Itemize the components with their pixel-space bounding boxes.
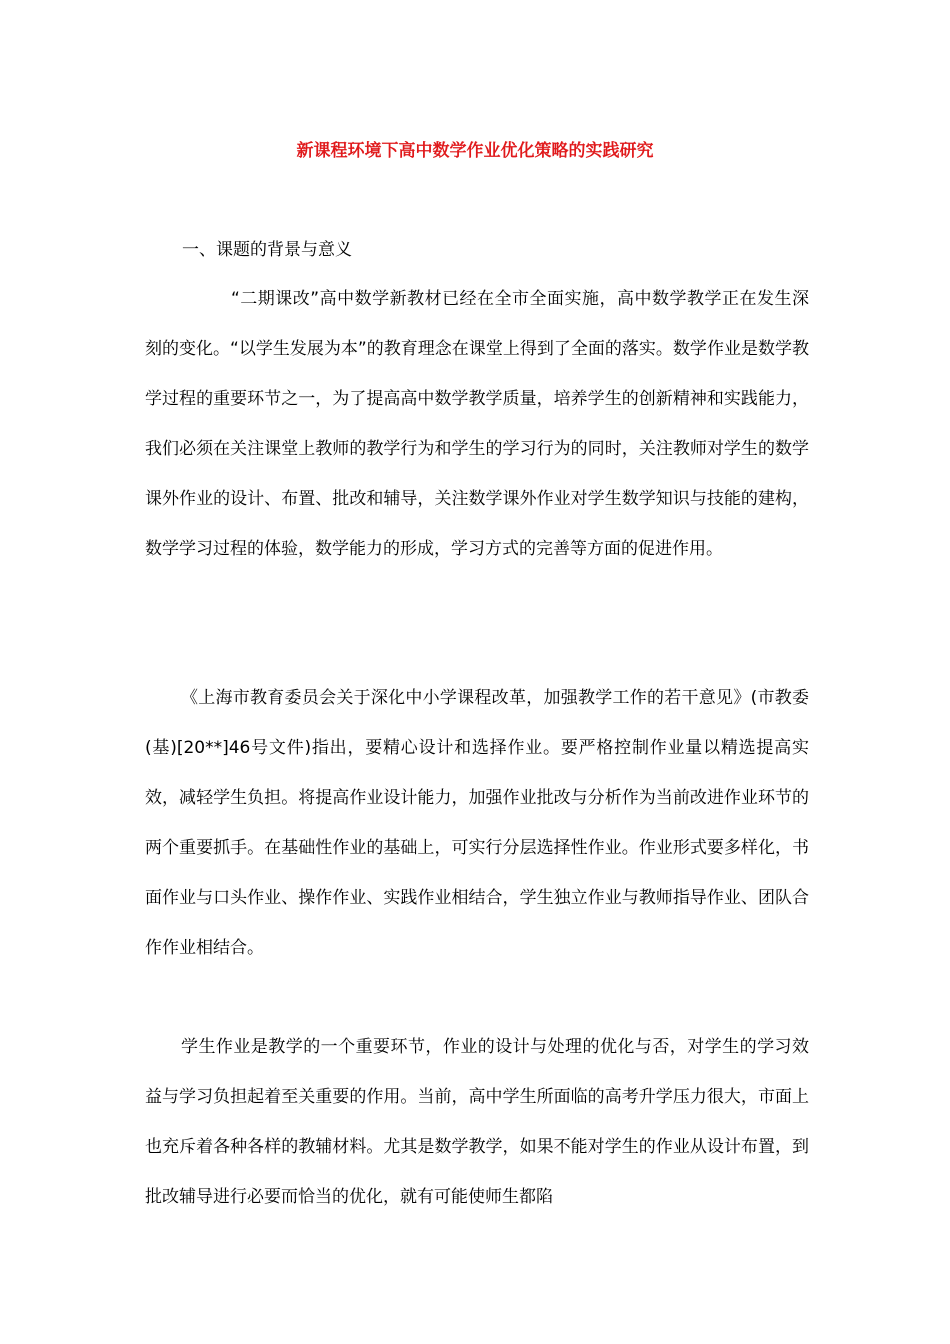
paragraph-3: 学生作业是教学的一个重要环节，作业的设计与处理的优化与否，对学生的学习效益与学习负担起着至关重要的作用。当前，高中学生所面临的高考升学压力很大，市面上也充斥着各种各样的教辅材料。尤其是数学教学，如果不能对学生的作业从设计布置，到批改辅导进行必要而恰当的优化，就有可能使师生都陷 bbox=[145, 1037, 809, 1207]
document-title: 新课程环境下高中数学作业优化策略的实践研究 bbox=[296, 141, 654, 161]
paragraph-1: “二期课改”高中数学新教材已经在全市全面实施，高中数学教学正在发生深刻的变化。“以学生发展为本”的教育理念在课堂上得到了全面的落实。数学作业是数学教学过程的重要环节之一，为了提高高中数学教学质量，培养学生的创新精神和实践能力，我们必须在关注课堂上教师的教学行为和学生的学习行为的同时，关注教师对学生的数学课外作业的设计、布置、批改和辅导，关注数学课外作业对学生数学知识与技能的建构，数学学习过程的体验，数学能力的形成，学习方式的完善等方面的促进作用。 bbox=[145, 289, 809, 559]
paragraph-2: 《上海市教育委员会关于深化中小学课程改革，加强教学工作的若干意见》(市教委(基)[20**]46号文件)指出，要精心设计和选择作业。要严格控制作业量以精选提高实效，减轻学生负担。将提高作业设计能力，加强作业批改与分析作为当前改进作业环节的两个重要抓手。在基础性作业的基础上，可实行分层选择性作业。作业形式要多样化，书面作业与口头作业、操作作业、实践作业相结合，学生独立作业与教师指导作业、团队合作作业相结合。 bbox=[145, 688, 809, 958]
section-heading: 一、课题的背景与意义 bbox=[182, 240, 352, 260]
